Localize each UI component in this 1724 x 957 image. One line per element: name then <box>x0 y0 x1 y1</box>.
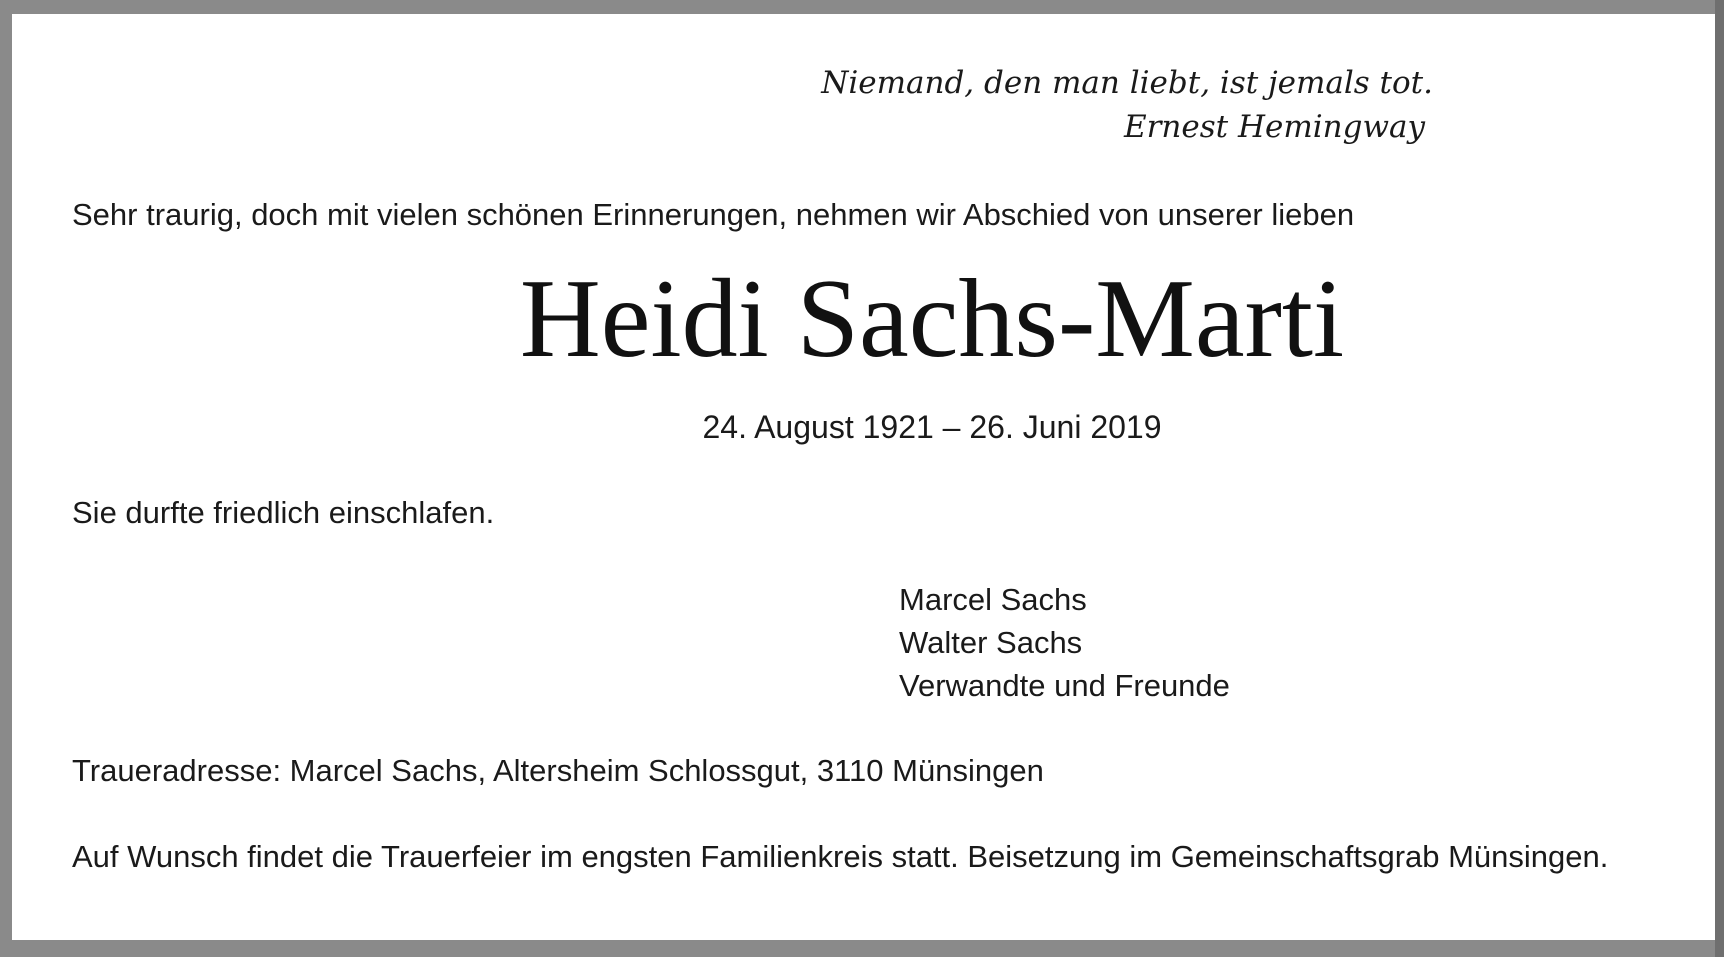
obituary-notice <box>12 14 1715 940</box>
mourners-list <box>899 578 1230 707</box>
frame-edge <box>1715 0 1724 957</box>
life-dates <box>0 407 1724 447</box>
life-dates-text: 24. August 1921 – 26. Juni 2019 <box>702 409 1162 445</box>
deceased-name <box>0 254 1724 384</box>
intro-text: Sehr traurig, doch mit vielen schönen Erinnerungen, nehmen wir Abschied von unserer lieben <box>72 197 1355 232</box>
mourner-name: Walter Sachs <box>899 625 1083 660</box>
mourner-name: Marcel Sachs <box>899 582 1087 617</box>
quote-text: Niemand, den man liebt, ist jemals tot. <box>821 65 1433 101</box>
passing-note: Sie durfte friedlich einschlafen. <box>72 495 495 530</box>
mourning-address: Traueradresse: Marcel Sachs, Altersheim Schlossgut, 3110 Münsingen <box>72 753 1044 788</box>
mourner-name: Verwandte und Freunde <box>899 668 1230 703</box>
quote-author: Ernest Hemingway <box>1123 109 1425 145</box>
deceased-name-text: Heidi Sachs-Marti <box>519 257 1345 381</box>
ceremony-note: Auf Wunsch findet die Trauerfeier im engsten Familienkreis statt. Beisetzung im Gemeinschaftsgrab Münsingen. <box>72 839 1609 874</box>
